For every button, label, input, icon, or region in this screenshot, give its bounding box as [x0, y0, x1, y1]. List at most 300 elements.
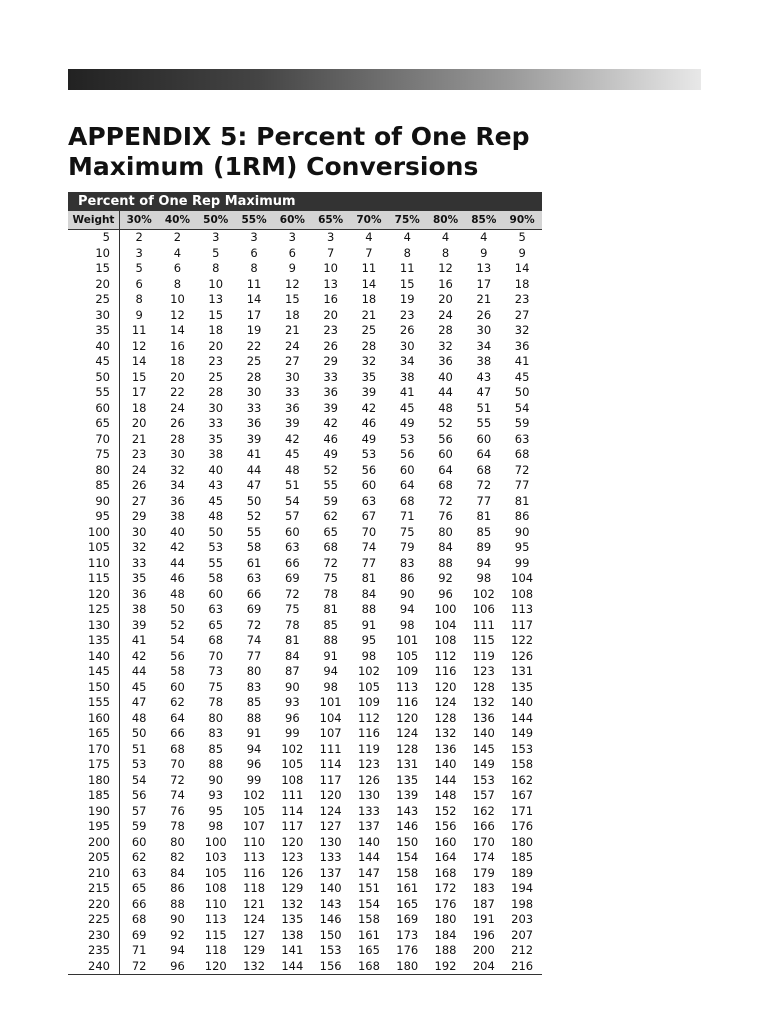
value-cell: 90: [514, 524, 530, 539]
value-cell: 20: [208, 338, 224, 353]
weight-cell: 30: [95, 307, 110, 322]
value-cell: 74: [246, 633, 262, 647]
value-cell: 36: [438, 354, 453, 368]
value-cell: 176: [511, 819, 534, 833]
value-cell: 113: [511, 602, 534, 616]
value-cell: 80: [208, 710, 224, 725]
table-row: [68, 788, 542, 804]
value-cell: 50: [208, 524, 224, 539]
value-cell: 36: [246, 416, 262, 430]
value-cell: 126: [281, 865, 304, 880]
value-cell: 41: [131, 633, 147, 647]
value-cell: 94: [399, 602, 415, 616]
value-cell: 36: [285, 400, 300, 415]
value-cell: 14: [131, 354, 147, 368]
value-cell: 165: [357, 943, 380, 957]
column-header-percent: 50%: [203, 214, 229, 226]
value-cell: 136: [472, 710, 495, 725]
value-cell: 138: [281, 927, 304, 942]
weight-cell: 5: [102, 230, 110, 244]
column-header-percent: 65%: [318, 214, 344, 226]
value-cell: 6: [173, 261, 182, 275]
weight-cell: 235: [88, 943, 110, 957]
value-cell: 88: [246, 710, 262, 725]
value-cell: 87: [285, 664, 300, 678]
value-cell: 74: [170, 788, 185, 802]
value-cell: 117: [511, 617, 534, 632]
value-cell: 93: [208, 788, 224, 802]
weight-cell: 125: [88, 602, 110, 616]
value-cell: 30: [246, 385, 262, 399]
table-row: [68, 633, 542, 649]
value-cell: 120: [319, 788, 342, 802]
weight-cell: 60: [95, 400, 110, 415]
value-cell: 28: [208, 385, 224, 399]
value-cell: 27: [285, 354, 300, 368]
value-cell: 49: [399, 416, 415, 430]
value-cell: 158: [357, 912, 380, 926]
weight-cell: 220: [88, 896, 110, 911]
value-cell: 123: [281, 850, 304, 864]
value-cell: 73: [208, 664, 224, 678]
weight-cell: 75: [95, 447, 110, 461]
value-cell: 28: [246, 369, 262, 384]
value-cell: 34: [476, 338, 492, 353]
value-cell: 68: [438, 478, 453, 492]
title-line-2: Maximum (1RM) Conversions: [68, 152, 479, 181]
value-cell: 46: [323, 431, 338, 446]
table-row: [68, 850, 542, 866]
value-cell: 98: [361, 648, 377, 663]
value-cell: 62: [131, 850, 147, 864]
value-cell: 68: [514, 447, 530, 461]
value-cell: 42: [131, 648, 147, 663]
value-cell: 59: [131, 819, 147, 833]
value-cell: 60: [399, 462, 415, 477]
column-header-percent: 60%: [279, 214, 305, 226]
value-cell: 18: [361, 292, 377, 306]
value-cell: 117: [319, 772, 342, 787]
value-cell: 180: [396, 958, 419, 973]
table-row: [68, 664, 542, 680]
value-cell: 116: [396, 695, 419, 709]
value-cell: 128: [472, 679, 495, 694]
value-cell: 179: [472, 865, 495, 880]
value-cell: 40: [438, 369, 453, 384]
value-cell: 14: [514, 261, 530, 275]
value-cell: 144: [357, 850, 380, 864]
value-cell: 11: [361, 261, 377, 275]
value-cell: 30: [399, 338, 415, 353]
value-cell: 196: [472, 927, 495, 942]
value-cell: 171: [511, 803, 534, 818]
table-row: [68, 587, 542, 603]
value-cell: 51: [476, 400, 492, 415]
value-cell: 41: [246, 447, 262, 461]
value-cell: 108: [204, 881, 227, 895]
value-cell: 39: [246, 431, 262, 446]
value-cell: 45: [131, 679, 147, 694]
value-cell: 147: [357, 865, 380, 880]
table-row: [68, 757, 542, 773]
value-cell: 128: [396, 741, 419, 756]
weight-cell: 215: [88, 881, 110, 895]
value-cell: 54: [170, 633, 185, 647]
weight-cell: 90: [95, 493, 110, 508]
value-cell: 113: [396, 679, 419, 694]
value-cell: 114: [281, 803, 304, 818]
value-cell: 86: [399, 571, 415, 585]
value-cell: 76: [170, 803, 185, 818]
value-cell: 24: [131, 462, 147, 477]
value-cell: 157: [472, 788, 495, 802]
value-cell: 165: [396, 896, 419, 911]
table-row: [68, 618, 542, 634]
value-cell: 27: [514, 307, 530, 322]
weight-cell: 175: [88, 757, 110, 771]
value-cell: 135: [396, 772, 419, 787]
value-cell: 119: [472, 648, 495, 663]
value-cell: 17: [131, 385, 147, 399]
value-cell: 65: [323, 524, 338, 539]
value-cell: 52: [170, 617, 185, 632]
value-cell: 66: [246, 586, 262, 601]
value-cell: 88: [208, 757, 224, 771]
value-cell: 9: [135, 307, 143, 322]
table-row: [68, 525, 542, 541]
value-cell: 162: [472, 803, 495, 818]
value-cell: 16: [323, 292, 338, 306]
value-cell: 116: [434, 664, 457, 678]
value-cell: 16: [438, 276, 453, 291]
table-row: [68, 928, 542, 944]
table-row: [68, 432, 542, 448]
value-cell: 10: [170, 292, 185, 306]
value-cell: 63: [361, 493, 377, 508]
value-cell: 191: [472, 912, 495, 926]
value-cell: 129: [281, 881, 304, 895]
weight-cell: 190: [88, 803, 110, 818]
table-row: [68, 277, 542, 293]
value-cell: 85: [476, 524, 492, 539]
value-cell: 2: [135, 230, 143, 244]
value-cell: 4: [403, 230, 411, 244]
value-cell: 23: [399, 307, 415, 322]
value-cell: 135: [281, 912, 304, 926]
value-cell: 34: [170, 478, 185, 492]
weight-cell: 120: [88, 586, 110, 601]
value-cell: 85: [246, 695, 262, 709]
table-row: [68, 370, 542, 386]
table-row: [68, 571, 542, 587]
value-cell: 78: [285, 617, 300, 632]
value-cell: 130: [319, 834, 342, 849]
value-cell: 124: [319, 803, 342, 818]
value-cell: 50: [246, 493, 262, 508]
value-cell: 50: [170, 602, 185, 616]
value-cell: 74: [361, 540, 377, 554]
value-cell: 170: [472, 834, 495, 849]
table-header-row: [68, 211, 542, 230]
value-cell: 4: [480, 230, 488, 244]
value-cell: 77: [246, 648, 262, 663]
table-row: [68, 230, 542, 246]
value-cell: 24: [438, 307, 453, 322]
value-cell: 48: [438, 400, 453, 415]
value-cell: 66: [285, 555, 300, 570]
value-cell: 123: [357, 757, 380, 771]
value-cell: 80: [438, 524, 453, 539]
value-cell: 111: [281, 788, 304, 802]
value-cell: 42: [323, 416, 338, 430]
column-header-percent: 80%: [432, 214, 459, 226]
value-cell: 38: [208, 447, 224, 461]
value-cell: 32: [170, 462, 185, 477]
value-cell: 122: [511, 633, 534, 647]
value-cell: 70: [208, 648, 224, 663]
table-row: [68, 835, 542, 851]
value-cell: 54: [131, 772, 147, 787]
value-cell: 85: [208, 741, 224, 756]
value-cell: 80: [246, 664, 262, 678]
value-cell: 3: [212, 230, 220, 244]
value-cell: 146: [319, 912, 342, 926]
value-cell: 16: [170, 338, 185, 353]
value-cell: 144: [434, 772, 457, 787]
value-cell: 4: [365, 230, 373, 244]
value-cell: 32: [514, 323, 530, 337]
value-cell: 26: [399, 323, 415, 337]
value-cell: 198: [511, 896, 534, 911]
value-cell: 98: [476, 571, 492, 585]
value-cell: 144: [511, 710, 534, 725]
value-cell: 115: [472, 633, 495, 647]
value-cell: 109: [357, 695, 380, 709]
weight-cell: 45: [95, 354, 110, 368]
value-cell: 51: [285, 478, 300, 492]
value-cell: 156: [319, 958, 342, 973]
value-cell: 120: [396, 710, 419, 725]
value-cell: 45: [208, 493, 224, 508]
column-header-percent: 30%: [126, 214, 152, 226]
value-cell: 26: [170, 416, 185, 430]
weight-cell: 25: [95, 292, 110, 306]
value-cell: 153: [511, 741, 534, 756]
value-cell: 95: [514, 540, 530, 554]
value-cell: 164: [434, 850, 457, 864]
value-cell: 17: [246, 307, 262, 322]
value-cell: 25: [361, 323, 377, 337]
value-cell: 22: [246, 338, 262, 353]
value-cell: 84: [170, 865, 185, 880]
value-cell: 95: [208, 803, 224, 818]
value-cell: 167: [511, 788, 534, 802]
value-cell: 185: [511, 850, 534, 864]
value-cell: 56: [438, 431, 453, 446]
value-cell: 7: [365, 245, 373, 260]
value-cell: 50: [514, 385, 530, 399]
table-row: [68, 308, 542, 324]
value-cell: 10: [208, 276, 224, 291]
value-cell: 60: [285, 524, 300, 539]
value-cell: 72: [170, 772, 185, 787]
table-row: [68, 540, 542, 556]
value-cell: 64: [438, 462, 453, 477]
value-cell: 83: [399, 555, 415, 570]
value-cell: 39: [323, 400, 338, 415]
value-cell: 18: [285, 307, 300, 322]
value-cell: 118: [243, 881, 266, 895]
value-cell: 32: [131, 540, 147, 554]
value-cell: 23: [514, 292, 530, 306]
value-cell: 63: [246, 571, 262, 585]
value-cell: 120: [434, 679, 457, 694]
value-cell: 56: [399, 447, 415, 461]
value-cell: 55: [476, 416, 492, 430]
value-cell: 10: [323, 261, 338, 275]
value-cell: 89: [476, 540, 492, 554]
value-cell: 139: [396, 788, 419, 802]
value-cell: 81: [514, 493, 530, 508]
weight-cell: 65: [95, 416, 110, 430]
value-cell: 140: [434, 757, 457, 771]
value-cell: 183: [472, 881, 495, 895]
value-cell: 72: [131, 958, 147, 973]
value-cell: 23: [131, 447, 147, 461]
value-cell: 38: [476, 354, 492, 368]
value-cell: 99: [285, 726, 300, 740]
table-row: [68, 726, 542, 742]
value-cell: 13: [208, 292, 224, 306]
value-cell: 131: [396, 757, 419, 771]
value-cell: 90: [285, 679, 300, 694]
value-cell: 56: [131, 788, 147, 802]
value-cell: 18: [170, 354, 185, 368]
value-cell: 4: [173, 245, 182, 260]
value-cell: 30: [285, 369, 300, 384]
value-cell: 92: [438, 571, 453, 585]
value-cell: 140: [319, 881, 342, 895]
title-line-1: APPENDIX 5: Percent of One Rep: [68, 122, 530, 151]
value-cell: 123: [472, 664, 495, 678]
value-cell: 57: [285, 509, 300, 523]
value-cell: 64: [170, 710, 185, 725]
value-cell: 44: [246, 462, 262, 477]
value-cell: 71: [399, 509, 415, 523]
value-cell: 41: [514, 354, 530, 368]
value-cell: 113: [204, 912, 227, 926]
value-cell: 94: [476, 555, 492, 570]
table-row: [68, 447, 542, 463]
value-cell: 124: [396, 726, 419, 740]
table-row: [68, 897, 542, 913]
value-cell: 130: [357, 788, 380, 802]
value-cell: 26: [131, 478, 147, 492]
value-cell: 8: [135, 292, 143, 306]
value-cell: 18: [131, 400, 147, 415]
value-cell: 30: [170, 447, 185, 461]
value-cell: 98: [399, 617, 415, 632]
value-cell: 149: [472, 757, 495, 771]
value-cell: 23: [208, 354, 224, 368]
value-cell: 63: [285, 540, 300, 554]
value-cell: 200: [472, 943, 495, 957]
weight-cell: 85: [95, 478, 110, 492]
value-cell: 68: [170, 741, 185, 756]
table-row: [68, 711, 542, 727]
value-cell: 14: [361, 276, 377, 291]
table-row: [68, 804, 542, 820]
weight-cell: 55: [95, 385, 110, 399]
value-cell: 76: [438, 509, 453, 523]
value-cell: 132: [472, 695, 495, 709]
column-header-percent: 70%: [356, 214, 382, 226]
value-cell: 82: [170, 850, 185, 864]
value-cell: 43: [208, 478, 224, 492]
weight-cell: 10: [95, 245, 110, 260]
value-cell: 71: [131, 943, 147, 957]
weight-cell: 110: [88, 555, 110, 570]
table-body: [68, 230, 542, 975]
value-cell: 77: [514, 478, 530, 492]
value-cell: 60: [476, 431, 492, 446]
weight-cell: 180: [88, 772, 110, 787]
value-cell: 98: [323, 679, 338, 694]
value-cell: 126: [357, 772, 380, 787]
column-header-percent: 85%: [471, 214, 497, 226]
value-cell: 212: [511, 943, 534, 957]
value-cell: 135: [511, 679, 534, 694]
value-cell: 101: [396, 633, 419, 647]
value-cell: 99: [514, 555, 530, 570]
value-cell: 43: [476, 369, 492, 384]
value-cell: 26: [476, 307, 492, 322]
value-cell: 25: [208, 369, 224, 384]
column-header-percent: 90%: [509, 214, 535, 226]
value-cell: 42: [361, 400, 377, 415]
value-cell: 118: [204, 943, 227, 957]
value-cell: 63: [514, 431, 530, 446]
column-header-percent: 75%: [394, 214, 420, 226]
value-cell: 83: [246, 679, 262, 694]
value-cell: 216: [511, 958, 534, 973]
value-cell: 15: [131, 369, 147, 384]
table-row: [68, 292, 542, 308]
value-cell: 36: [131, 586, 147, 601]
value-cell: 40: [208, 462, 224, 477]
value-cell: 45: [514, 369, 530, 384]
weight-cell: 230: [88, 927, 110, 942]
value-cell: 3: [288, 230, 296, 244]
value-cell: 21: [361, 307, 377, 322]
value-cell: 84: [361, 586, 377, 601]
value-cell: 88: [361, 602, 377, 616]
value-cell: 184: [434, 927, 457, 942]
value-cell: 25: [246, 354, 262, 368]
value-cell: 3: [135, 245, 143, 260]
table-row: [68, 556, 542, 572]
value-cell: 65: [208, 617, 224, 632]
value-cell: 160: [434, 834, 457, 849]
weight-cell: 155: [88, 695, 110, 709]
table-row: [68, 695, 542, 711]
value-cell: 81: [476, 509, 492, 523]
weight-cell: 40: [95, 338, 110, 353]
value-cell: 59: [323, 493, 338, 508]
value-cell: 172: [434, 881, 457, 895]
value-cell: 132: [243, 958, 266, 973]
value-cell: 121: [243, 896, 266, 911]
